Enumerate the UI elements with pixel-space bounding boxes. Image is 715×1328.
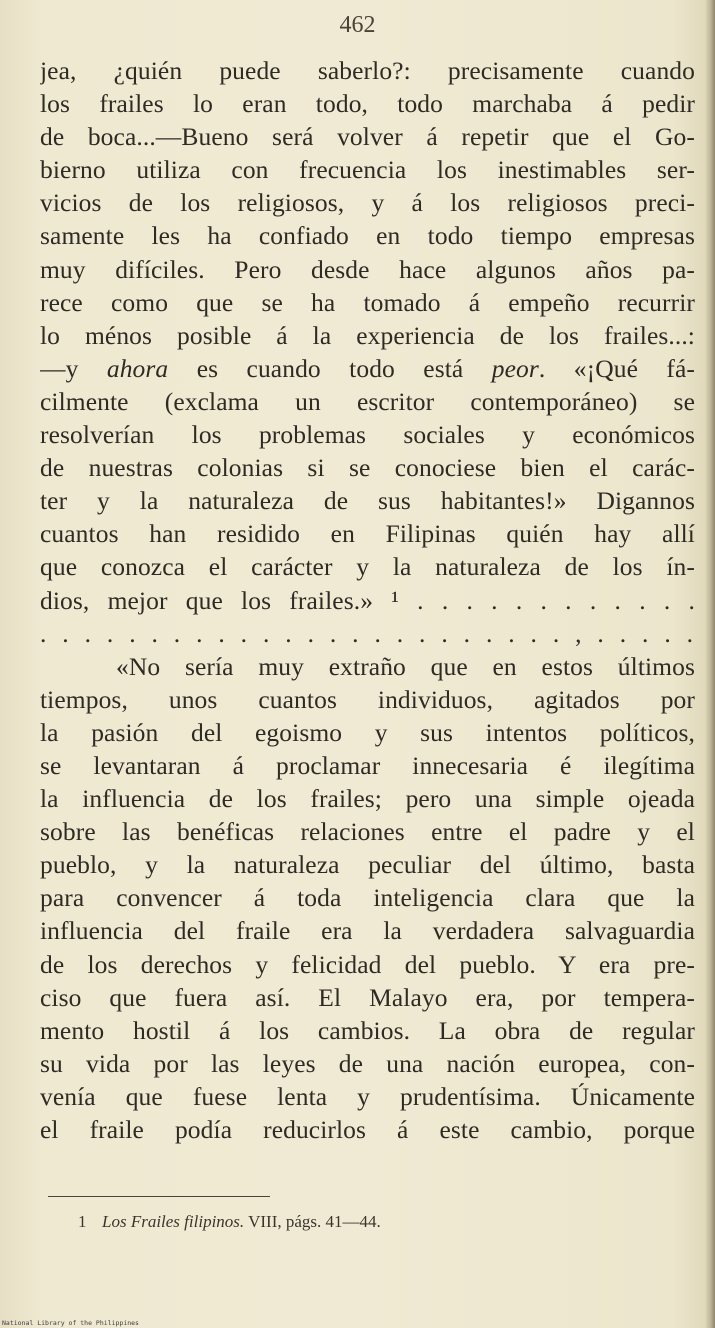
text-line: dios, mejor que los frailes.» ¹ . . . . . . . . . . . . xyxy=(40,585,695,615)
text-line: muy difíciles. Pero desde hace algunos años pa- xyxy=(40,254,695,284)
text-line: de nuestras colonias si se conociese bien el carác- xyxy=(40,453,695,483)
text-segment: —y xyxy=(40,353,107,383)
text-line: influencia del fraile era la verdadera salvaguardia xyxy=(40,916,695,946)
text-line: «No sería muy extraño que en estos últimos xyxy=(116,651,695,681)
body-text xyxy=(40,54,695,1146)
footnote-number: 1 xyxy=(78,1212,87,1231)
text-line: se levantaran á proclamar innecesaria é ilegítima xyxy=(40,750,695,780)
text-line: que conozca el carácter y la naturaleza de los ín- xyxy=(40,552,695,582)
text-line: bierno utiliza con frecuencia los inestimables ser- xyxy=(40,155,695,185)
text-line-with-italics xyxy=(40,352,695,385)
text-line: pueblo, y la naturaleza peculiar del último, basta xyxy=(40,850,695,880)
footnote-title: Los Frailes filipinos. xyxy=(102,1212,245,1231)
text-line: de boca...—Bueno será volver á repetir que el Go- xyxy=(40,122,695,152)
page-number: 462 xyxy=(339,12,376,38)
text-line: cuantos han residido en Filipinas quién hay allí xyxy=(40,519,695,549)
text-line: mento hostil á los cambios. La obra de regular xyxy=(40,1015,695,1045)
text-line: resolverían los problemas sociales y económicos xyxy=(40,420,695,450)
text-line: lo ménos posible á la experiencia de los frailes...: xyxy=(40,320,695,350)
italic-word: peor xyxy=(491,353,539,383)
page-edge-shadow xyxy=(705,0,715,1328)
italic-word: ahora xyxy=(106,353,169,383)
text-line: el fraile podía reducirlos á este cambio, porque xyxy=(40,1115,695,1144)
text-segment: es cuando todo está xyxy=(168,353,492,383)
text-line: sobre las benéficas relaciones entre el padre y el xyxy=(40,817,695,847)
text-line: la influencia de los frailes; pero una simple ojeada xyxy=(40,784,695,814)
text-line: rece como que se ha tomado á empeño recurrir xyxy=(40,287,695,317)
ellipsis-line: . . . . . . . . . . . . . . . . . . . . . . . . , . . . . . xyxy=(40,618,695,648)
footnote xyxy=(78,1212,381,1232)
text-line: su vida por las leyes de una nación europea, con- xyxy=(40,1048,695,1078)
text-line: los frailes lo eran todo, todo marchaba á pedir xyxy=(40,89,695,119)
text-line: para convencer á toda inteligencia clara que la xyxy=(40,883,695,913)
text-line: vicios de los religiosos, y á los religiosos preci- xyxy=(40,188,695,218)
text-line: la pasión del egoismo y sus intentos políticos, xyxy=(40,717,695,747)
footnote-divider xyxy=(48,1196,270,1197)
text-line: cilmente (exclama un escritor contemporáneo) se xyxy=(40,386,695,416)
text-line: de los derechos y felicidad del pueblo. Y era pre- xyxy=(40,949,695,979)
library-credit: National Library of the Philippines xyxy=(2,1319,139,1327)
text-line: venía que fuese lenta y prudentísima. Únicamente xyxy=(40,1081,695,1111)
text-line: ciso que fuera así. El Malayo era, por tempera- xyxy=(40,982,695,1012)
text-segment: . «¡Qué fá- xyxy=(538,353,695,383)
text-line: jea, ¿quién puede saberlo?: precisamente cuando xyxy=(40,56,695,85)
text-line: samente les ha confiado en todo tiempo empresas xyxy=(40,221,695,251)
text-line: tiempos, unos cuantos individuos, agitados por xyxy=(40,684,695,714)
footnote-reference: VIII, págs. 41—44. xyxy=(244,1212,381,1231)
text-line: ter y la naturaleza de sus habitantes!» Digannos xyxy=(40,486,695,516)
